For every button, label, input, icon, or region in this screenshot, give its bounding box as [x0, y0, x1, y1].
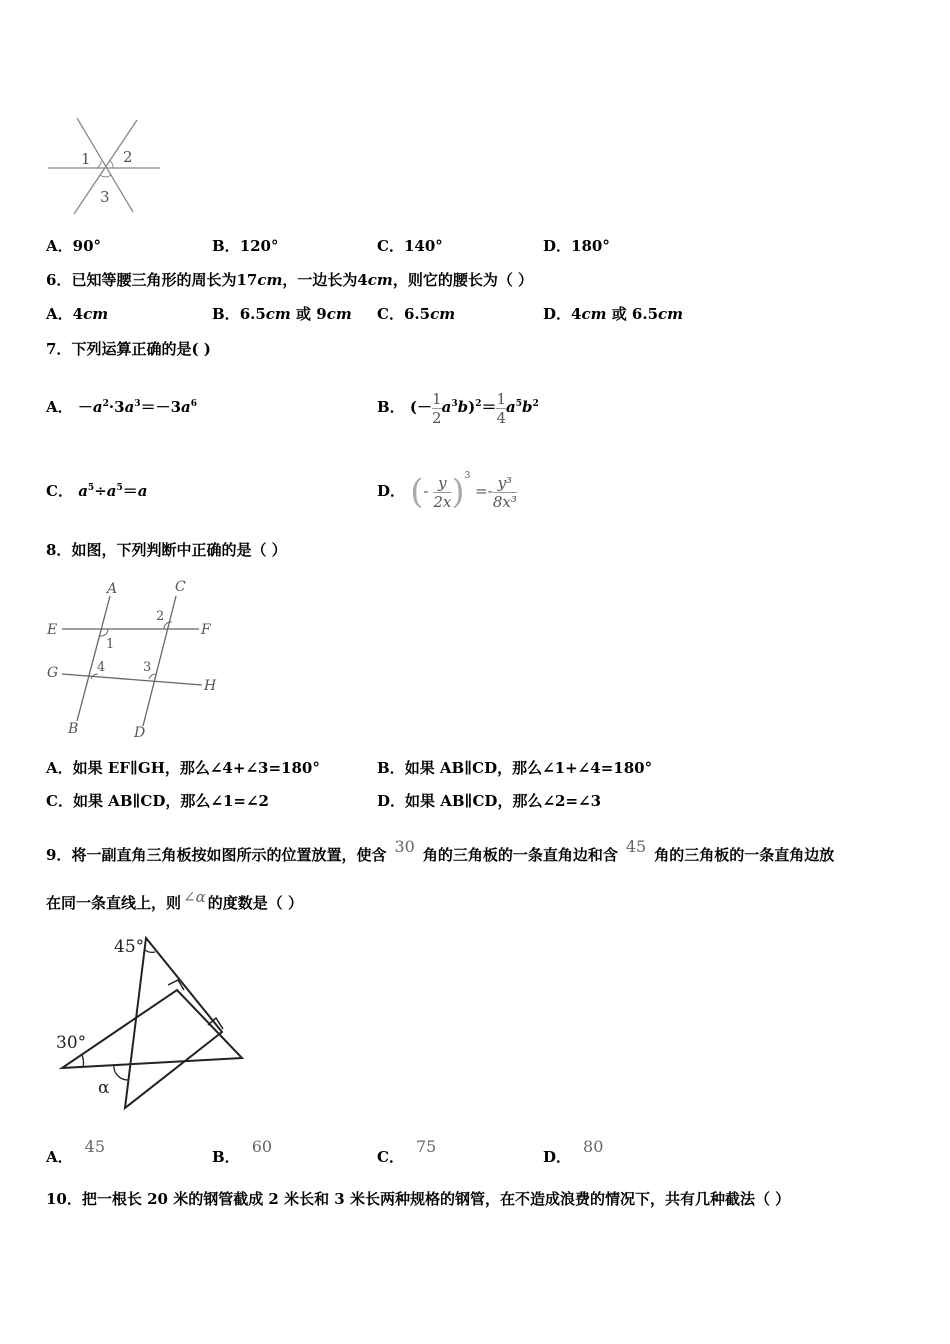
q9-stem-line2-a: 在同一条直线上，则	[46, 894, 182, 912]
label-g: G	[47, 665, 59, 681]
question-number: 10．	[46, 1190, 82, 1208]
q9-stem-line1	[46, 829, 834, 873]
q5-label-1: 1	[81, 150, 91, 168]
question-number: 9．	[46, 846, 72, 864]
option-text: 如果 EF∥GH，那么∠4+∠3=180°	[72, 759, 320, 777]
q8-figure	[44, 576, 224, 746]
arc-30	[82, 1055, 83, 1067]
option-letter: A．	[46, 305, 73, 323]
arc-45	[145, 950, 155, 952]
arc-alpha	[114, 1064, 128, 1080]
q10-stem-text: 把一根长 20 米的钢管截成 2 米长和 3 米长两种规格的钢管，在不造成浪费的情况下，共有几种截法（ ）	[81, 1190, 791, 1208]
option-letter: B．	[212, 305, 240, 323]
q5-arc-3	[100, 175, 111, 177]
option-text: 90°	[72, 237, 102, 255]
q8-option-d[interactable]	[377, 791, 601, 811]
q6-v2: 4	[357, 271, 368, 289]
q6-v1: 17	[236, 271, 258, 289]
option-value: 4	[72, 305, 84, 323]
denominator: 4	[496, 408, 507, 427]
numerator: 1	[496, 389, 507, 408]
q7-option-d-expr: (- $\frac{y}{2x}$ )$^3$ =- $\frac{\text{y³}}{\text{8x³}}$	[410, 471, 517, 512]
option-letter: B．	[377, 398, 405, 416]
q9-angle-alpha: ∠α	[183, 888, 206, 906]
q7-option-c-expr: $a^5\div a^5=a$	[78, 482, 148, 500]
option-letter: A．	[46, 759, 73, 777]
q9-value-45: 45	[625, 837, 647, 856]
line-ab	[77, 596, 110, 721]
q7-option-c[interactable]	[46, 481, 148, 501]
label-2: 2	[156, 609, 165, 624]
q9-stem-b: 角的三角板的一条直角边和含	[422, 846, 618, 864]
q5-option-c[interactable]	[377, 236, 443, 256]
q8-option-a[interactable]	[46, 758, 320, 778]
label-d: D	[134, 725, 146, 741]
option-letter: D．	[377, 482, 406, 500]
label-alpha: α	[98, 1078, 110, 1098]
option-text: 如果 AB∥CD，那么∠2=∠3	[405, 792, 602, 810]
q9-figure	[50, 930, 250, 1115]
q7-option-a[interactable]	[46, 397, 197, 417]
q6-option-c[interactable]	[377, 304, 455, 324]
q6-stem	[46, 270, 533, 290]
denominator: 8x³	[492, 492, 517, 511]
option-value: 60	[251, 1137, 273, 1156]
q6-option-a[interactable]	[46, 304, 108, 324]
q9-stem-a: 将一副直角三角板按如图所示的位置放置，使含	[71, 846, 387, 864]
option-letter: B．	[377, 759, 405, 777]
option-value: 6.5	[631, 305, 659, 323]
numerator: 1	[432, 389, 442, 408]
option-letter: A．	[46, 1148, 73, 1166]
q9-option-a[interactable]	[46, 1130, 105, 1174]
option-letter: C．	[377, 305, 404, 323]
q10-stem	[46, 1189, 790, 1209]
option-letter: D．	[543, 237, 572, 255]
q8-option-b[interactable]	[377, 758, 652, 778]
label-45-deg: 45°	[114, 937, 145, 957]
option-letter: C．	[377, 237, 404, 255]
option-letter: B．	[212, 237, 240, 255]
option-value: 45	[84, 1137, 105, 1156]
option-letter: A．	[46, 398, 73, 416]
option-letter: A．	[46, 237, 73, 255]
q6-option-d[interactable]	[543, 304, 683, 324]
q8-stem-text: 如图，下列判断中正确的是（ ）	[71, 541, 287, 559]
q6-u2: cm	[367, 271, 393, 289]
label-e: E	[47, 622, 58, 638]
q7-stem	[46, 339, 211, 359]
label-f: F	[201, 622, 211, 638]
question-number: 6．	[46, 271, 72, 289]
label-a: A	[107, 581, 118, 597]
option-value: 75	[415, 1137, 437, 1156]
option-letter: C．	[46, 482, 73, 500]
option-letter: C．	[46, 792, 73, 810]
q6-option-b[interactable]	[212, 304, 352, 324]
q9-option-d[interactable]	[543, 1130, 603, 1174]
q5-option-d[interactable]	[543, 236, 610, 256]
label-c: C	[175, 579, 186, 595]
label-3: 3	[143, 660, 152, 675]
question-number: 7．	[46, 340, 72, 358]
option-letter: D．	[377, 792, 406, 810]
option-text: 如果 AB∥CD，那么∠1+∠4=180°	[404, 759, 653, 777]
option-unit: cm	[326, 305, 352, 323]
option-value: 9	[316, 305, 327, 323]
option-value: 6.5	[239, 305, 266, 323]
fraction-y-2x	[433, 474, 451, 511]
option-value: 4	[571, 305, 582, 323]
q5-option-b[interactable]	[212, 236, 279, 256]
label-b: B	[68, 721, 79, 737]
equals-sign: =-	[475, 482, 493, 500]
q5-arc-1	[97, 161, 101, 168]
minus-sign: -	[423, 482, 429, 500]
q7-stem-text: 下列运算正确的是( )	[71, 340, 211, 358]
option-text: 140°	[403, 237, 443, 255]
q5-option-a[interactable]	[46, 236, 101, 256]
option-or: 或	[290, 305, 317, 323]
option-text: 如果 AB∥CD，那么∠1=∠2	[72, 792, 269, 810]
label-4: 4	[97, 660, 106, 675]
option-unit: cm	[83, 305, 109, 323]
q6-stem-b: ，一边长为	[282, 271, 358, 289]
q5-label-2: 2	[123, 148, 133, 166]
option-letter: D．	[543, 305, 572, 323]
q7-option-b-expr: (－ $\frac{1}{2}$ $a^3b)^2=$ $\frac{1}{4}$ $a^5b^2$	[409, 389, 539, 427]
q6-u1: cm	[257, 271, 283, 289]
q5-label-3: 3	[100, 188, 110, 206]
label-30-deg: 30°	[56, 1033, 87, 1053]
q7-option-b[interactable]	[377, 372, 539, 442]
option-letter: D．	[543, 1148, 572, 1166]
q7-option-d[interactable]	[377, 456, 517, 527]
option-unit: cm	[265, 305, 291, 323]
q9-stem-line2-b: 的度数是（ ）	[207, 894, 303, 912]
q8-option-c[interactable]	[46, 791, 269, 811]
label-h: H	[204, 678, 217, 694]
q9-stem-line2	[46, 880, 303, 920]
denominator: 2x	[433, 492, 452, 511]
fraction-quarter	[496, 390, 506, 427]
option-value: 6.5	[403, 305, 431, 323]
q6-stem-c: ，则它的腰长为（ ）	[392, 271, 534, 289]
option-or: 或	[606, 305, 632, 323]
label-1: 1	[106, 637, 115, 652]
fraction-half	[432, 390, 442, 427]
q9-option-b[interactable]	[212, 1130, 272, 1174]
option-value: 80	[583, 1137, 604, 1156]
q6-stem-a: 已知等腰三角形的周长为	[71, 271, 237, 289]
option-unit: cm	[658, 305, 684, 323]
numerator: y³	[497, 473, 513, 492]
q9-stem-c: 角的三角板的一条直角边放	[654, 846, 835, 864]
numerator: y	[438, 473, 447, 492]
fraction-y3-8x3	[493, 474, 517, 511]
denominator: 2	[432, 408, 442, 427]
question-number: 8．	[46, 541, 72, 559]
q9-option-c[interactable]	[377, 1130, 436, 1174]
option-unit: cm	[430, 305, 456, 323]
q8-stem	[46, 540, 287, 560]
option-unit: cm	[581, 305, 607, 323]
line-gh	[62, 674, 202, 685]
option-letter: C．	[377, 1148, 404, 1166]
q9-value-30: 30	[394, 837, 415, 856]
triangle-30	[62, 990, 242, 1068]
option-letter: B．	[212, 1148, 240, 1166]
exponent: 3	[464, 471, 471, 481]
q5-figure	[45, 112, 165, 218]
option-text: 180°	[571, 237, 610, 255]
q7-option-a-expr: $-a^2\cdot 3a^3=-3a^6$	[77, 398, 197, 416]
option-text: 120°	[239, 237, 279, 255]
